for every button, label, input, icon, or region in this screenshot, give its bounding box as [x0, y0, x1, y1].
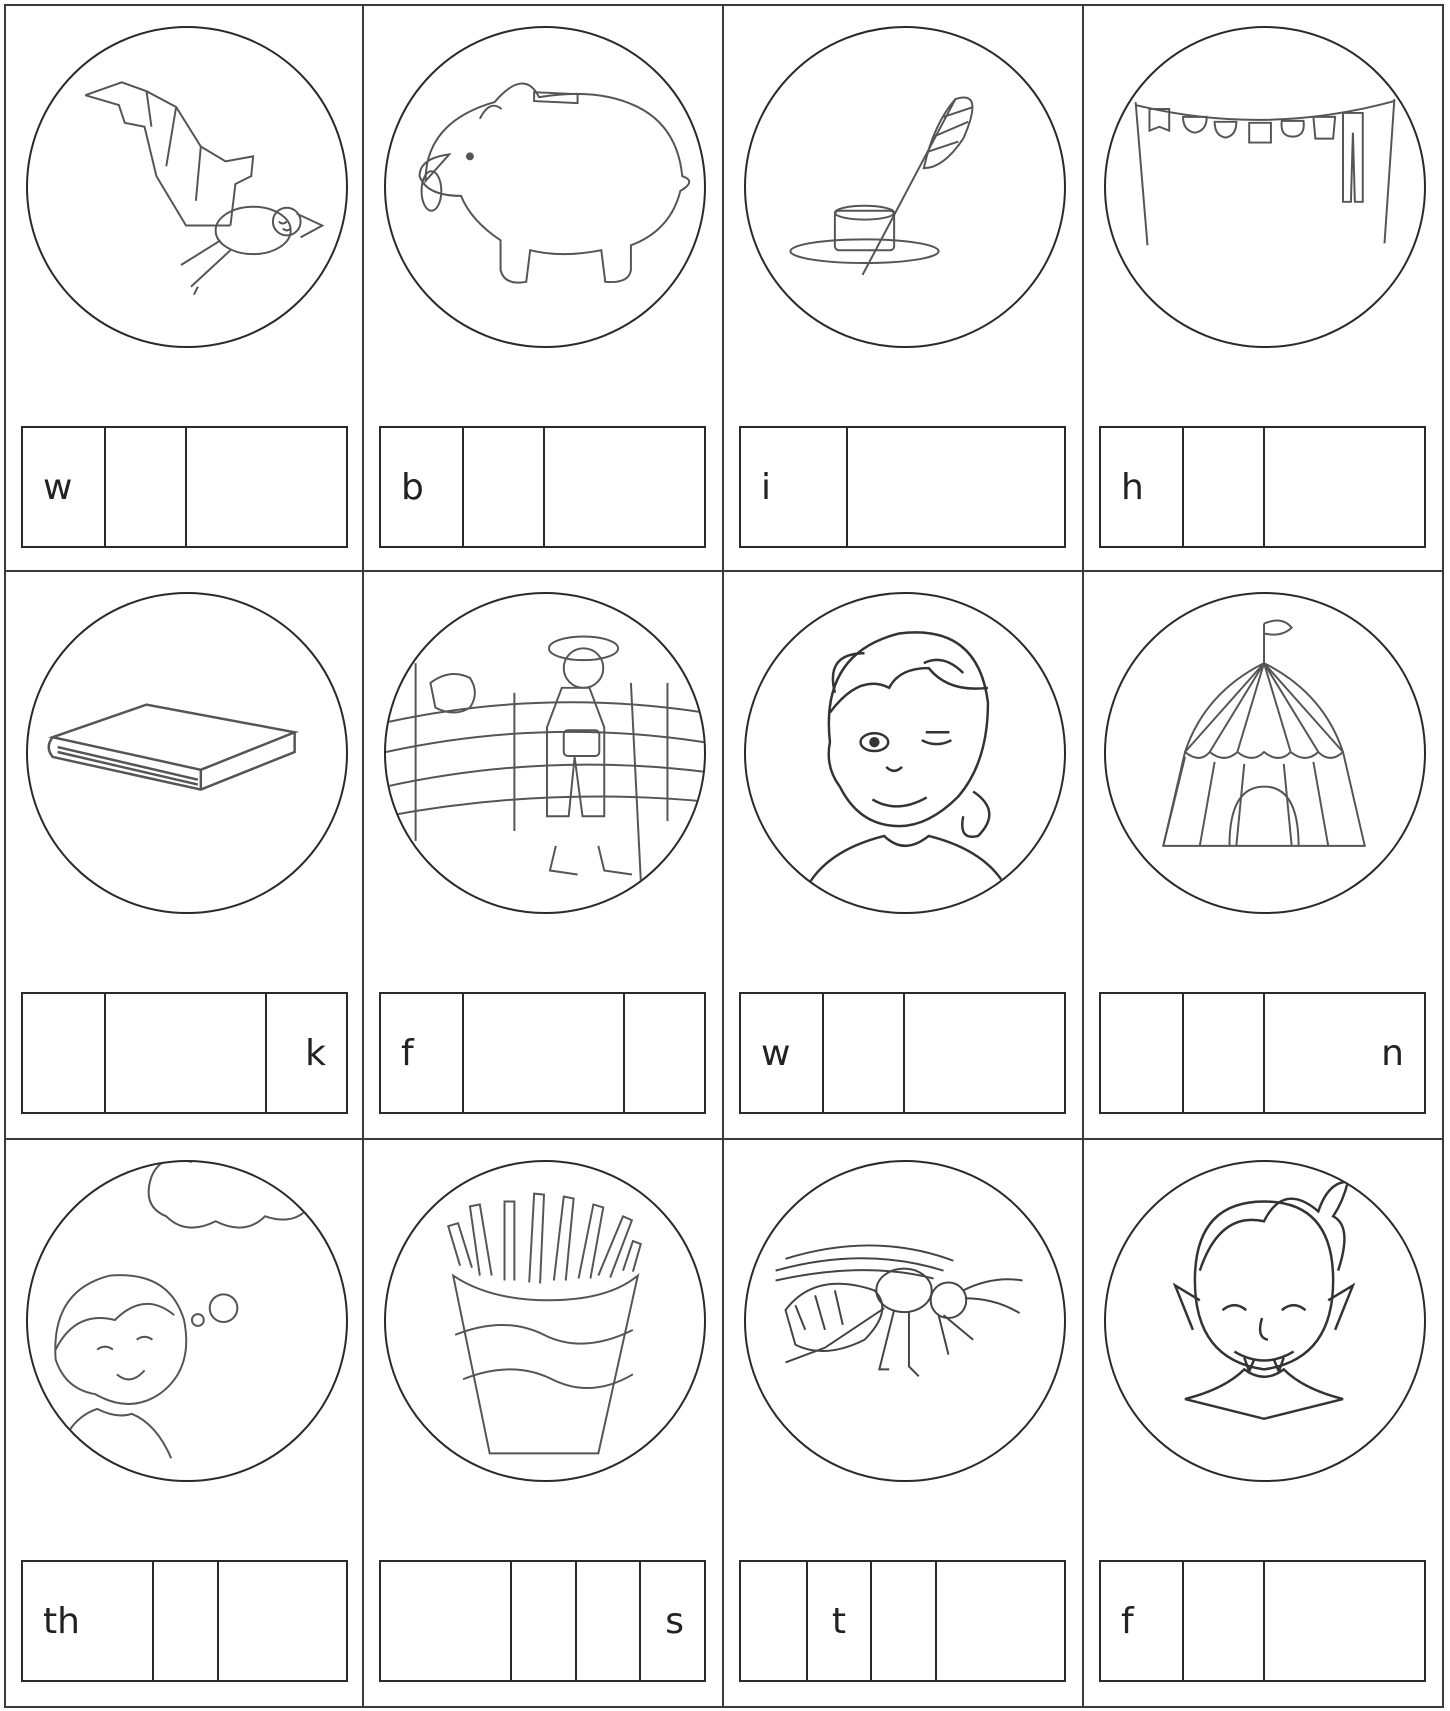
sound-boxes	[21, 992, 348, 1114]
sound-boxes	[379, 426, 706, 548]
sound-boxes	[739, 426, 1066, 548]
phonics-card-ink-and-quill	[724, 4, 1084, 572]
phonics-card-farmer	[364, 572, 724, 1140]
blank-sound-box[interactable]	[903, 994, 1065, 1112]
given-sound-box: w	[761, 1032, 791, 1074]
blank-sound-box[interactable]	[510, 1562, 575, 1680]
sound-boxes	[1099, 992, 1426, 1114]
farmer-picture	[384, 592, 706, 914]
blank-sound-box[interactable]	[1263, 1562, 1425, 1680]
blank-sound-box[interactable]	[575, 1562, 640, 1680]
phonics-card-tent	[1084, 572, 1444, 1140]
given-sound-box: i	[761, 466, 772, 508]
sound-boxes	[1099, 1560, 1426, 1682]
blank-sound-box[interactable]	[23, 994, 104, 1112]
blank-sound-box[interactable]	[1101, 994, 1182, 1112]
blank-sound-box[interactable]	[104, 994, 266, 1112]
sound-boxes	[21, 1560, 348, 1682]
sound-boxes	[379, 1560, 706, 1682]
chips-picture	[384, 1160, 706, 1482]
blank-sound-box[interactable]	[935, 1562, 1064, 1680]
phonics-card-fang	[1084, 1140, 1444, 1708]
blank-sound-box[interactable]	[217, 1562, 346, 1680]
piggy-bank-picture	[384, 26, 706, 348]
blank-sound-box[interactable]	[1182, 428, 1263, 546]
given-sound-box: h	[1121, 466, 1144, 508]
phonics-card-think	[4, 1140, 364, 1708]
given-sound-box: w	[43, 466, 73, 508]
blank-sound-box[interactable]	[104, 428, 185, 546]
given-sound-box: t	[806, 1562, 871, 1680]
phonics-card-piggy-bank	[364, 4, 724, 572]
worksheet	[4, 4, 1444, 1708]
phonics-card-washing-line	[1084, 4, 1444, 572]
blank-sound-box[interactable]	[1263, 428, 1425, 546]
tent-picture	[1104, 592, 1426, 914]
given-sound-box: b	[401, 466, 424, 508]
given-sound-box: f	[1121, 1600, 1134, 1642]
ink-and-quill-picture	[744, 26, 1066, 348]
blank-sound-box[interactable]	[185, 428, 347, 546]
washing-line-picture	[1104, 26, 1426, 348]
blank-sound-box[interactable]	[623, 994, 704, 1112]
blank-sound-box[interactable]	[462, 428, 543, 546]
sound-boxes	[1099, 426, 1426, 548]
given-sound-box: th	[43, 1600, 80, 1642]
given-sound-box: k	[265, 994, 346, 1112]
fang-picture	[1104, 1160, 1426, 1482]
sound-boxes	[739, 992, 1066, 1114]
given-sound-box: n	[1263, 994, 1425, 1112]
blank-sound-box[interactable]	[152, 1562, 217, 1680]
phonics-card-chips	[364, 1140, 724, 1708]
blank-sound-box[interactable]	[870, 1562, 935, 1680]
given-sound-box: s	[639, 1562, 704, 1680]
blank-sound-box[interactable]	[543, 428, 705, 546]
blank-sound-box[interactable]	[1182, 994, 1263, 1112]
sound-boxes	[379, 992, 706, 1114]
card-row	[4, 4, 1444, 572]
blank-sound-box[interactable]	[846, 428, 1064, 546]
card-row	[4, 1140, 1444, 1708]
phonics-card-bat	[4, 4, 364, 572]
wink-picture	[744, 592, 1066, 914]
blank-sound-box[interactable]	[741, 1562, 806, 1680]
phonics-card-wasp	[724, 1140, 1084, 1708]
blank-sound-box[interactable]	[1182, 1562, 1263, 1680]
book-picture	[26, 592, 348, 914]
phonics-card-book	[4, 572, 364, 1140]
sound-boxes	[739, 1560, 1066, 1682]
blank-sound-box[interactable]	[381, 1562, 510, 1680]
blank-sound-box[interactable]	[462, 994, 624, 1112]
bat-picture	[26, 26, 348, 348]
phonics-card-wink	[724, 572, 1084, 1140]
blank-sound-box[interactable]	[822, 994, 903, 1112]
wasp-picture	[744, 1160, 1066, 1482]
sound-boxes	[21, 426, 348, 548]
card-row	[4, 572, 1444, 1140]
given-sound-box: f	[401, 1032, 414, 1074]
think-picture	[26, 1160, 348, 1482]
